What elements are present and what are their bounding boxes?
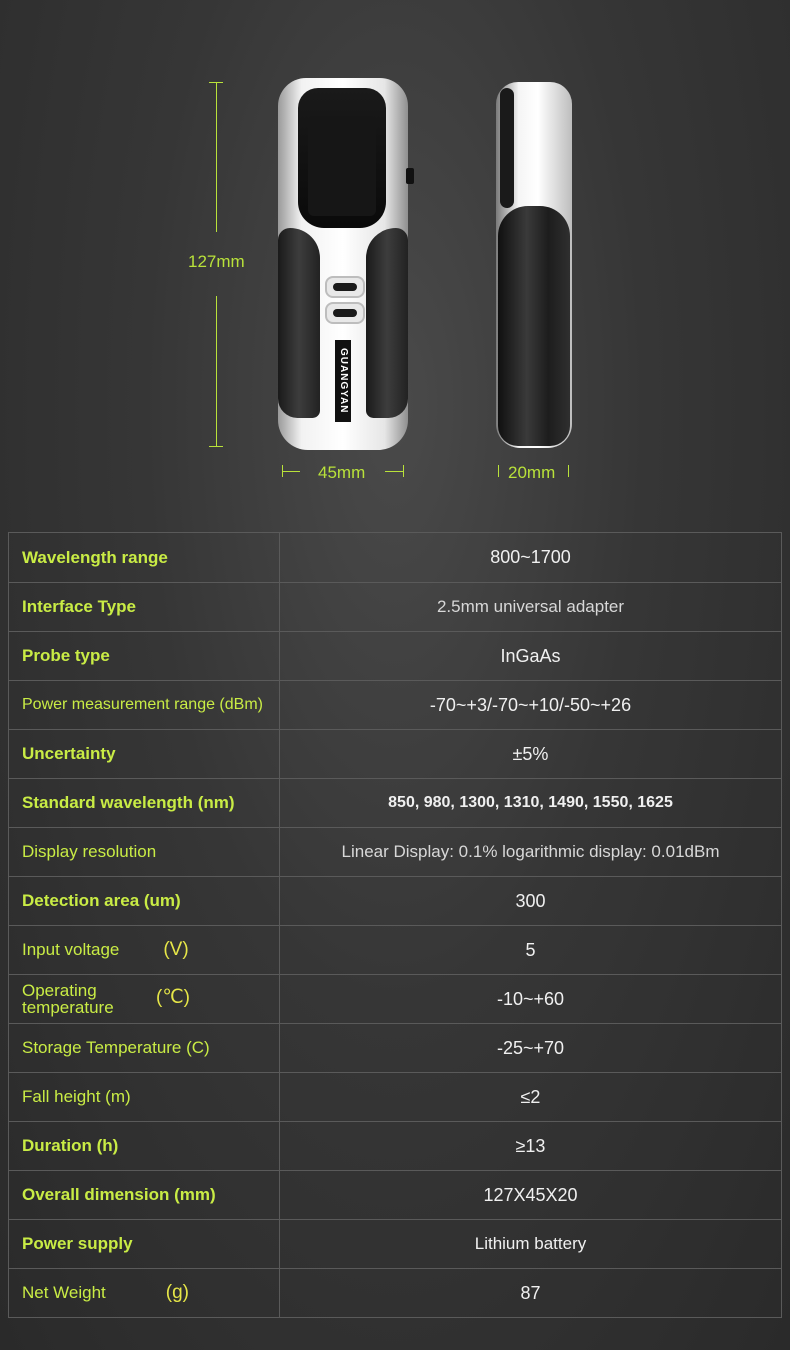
width-dim-label: 45mm xyxy=(318,463,366,482)
spec-value: 300 xyxy=(280,877,782,926)
spec-label: Operating temperature xyxy=(22,981,114,1017)
table-row xyxy=(9,828,782,877)
spec-value: 800~1700 xyxy=(280,533,782,583)
width-dim-right-tick xyxy=(403,465,404,477)
table-row xyxy=(9,1171,782,1220)
spec-value: InGaAs xyxy=(280,632,782,681)
spec-label-cell xyxy=(9,1269,280,1318)
device-side-view xyxy=(496,82,572,448)
spec-label: Standard wavelength (nm) xyxy=(9,779,280,828)
device-side-strip xyxy=(500,88,514,208)
spec-label-cell xyxy=(9,975,280,1024)
table-row xyxy=(9,1073,782,1122)
left-grip xyxy=(278,228,320,418)
spec-value: 850, 980, 1300, 1310, 1490, 1550, 1625 xyxy=(280,779,782,828)
depth-dim-label: 20mm xyxy=(508,463,556,482)
spec-label: Fall height (m) xyxy=(9,1073,280,1122)
spec-unit: (g) xyxy=(165,1282,190,1303)
table-row xyxy=(9,779,782,828)
spec-value: ±5% xyxy=(280,730,782,779)
spec-value: -25~+70 xyxy=(280,1024,782,1073)
spec-value: 5 xyxy=(280,926,782,975)
spec-label: Input voltage xyxy=(22,940,120,959)
spec-value: Linear Display: 0.1% logarithmic display: 0.01dBm xyxy=(280,828,782,877)
device-front-view xyxy=(278,78,408,450)
device-screen xyxy=(298,88,386,228)
spec-label: Storage Temperature (C) xyxy=(9,1024,280,1073)
height-dim-bottom-tick xyxy=(209,446,223,447)
spec-label: Interface Type xyxy=(9,583,280,632)
spec-label: Duration (h) xyxy=(9,1122,280,1171)
side-connector xyxy=(406,168,414,184)
spec-label: Power supply xyxy=(9,1220,280,1269)
spec-label: Net Weight xyxy=(22,1283,106,1302)
spec-label: Display resolution xyxy=(9,828,280,877)
device-button-top xyxy=(325,276,365,298)
spec-value: -10~+60 xyxy=(280,975,782,1024)
table-row xyxy=(9,975,782,1024)
spec-label: Power measurement range (dBm) xyxy=(9,681,280,730)
spec-label: Uncertainty xyxy=(9,730,280,779)
table-row xyxy=(9,730,782,779)
spec-value: ≤2 xyxy=(280,1073,782,1122)
table-row xyxy=(9,681,782,730)
device-button-bottom xyxy=(325,302,365,324)
height-dim-line-top xyxy=(216,82,217,232)
table-row xyxy=(9,632,782,681)
table-row xyxy=(9,1122,782,1171)
table-row xyxy=(9,1024,782,1073)
spec-label: Detection area (um) xyxy=(9,877,280,926)
table-row xyxy=(9,1220,782,1269)
width-dim-line-right xyxy=(385,471,403,472)
spec-unit: (V) xyxy=(163,939,189,960)
height-dim-label: 127mm xyxy=(188,252,245,271)
table-row xyxy=(9,926,782,975)
spec-value: 127X45X20 xyxy=(280,1171,782,1220)
width-dim-line-left xyxy=(282,471,300,472)
spec-unit: (℃) xyxy=(156,987,190,1009)
spec-value: Lithium battery xyxy=(280,1220,782,1269)
table-row xyxy=(9,1269,782,1318)
spec-label-cell xyxy=(9,926,280,975)
right-grip xyxy=(366,228,408,418)
depth-dim-left-tick xyxy=(498,465,499,477)
spec-value: 2.5mm universal adapter xyxy=(280,583,782,632)
device-side-grip xyxy=(498,206,570,446)
device-brand-label: GUANGYAN xyxy=(335,340,351,422)
spec-table xyxy=(8,532,782,1318)
spec-label: Overall dimension (mm) xyxy=(9,1171,280,1220)
spec-label: Probe type xyxy=(9,632,280,681)
spec-label: Wavelength range xyxy=(9,533,280,583)
depth-dim-right-tick xyxy=(568,465,569,477)
spec-value: 87 xyxy=(280,1269,782,1318)
height-dim-line-bottom xyxy=(216,296,217,446)
spec-value: ≥13 xyxy=(280,1122,782,1171)
device-display xyxy=(308,116,376,216)
table-row xyxy=(9,533,782,583)
table-row xyxy=(9,583,782,632)
spec-value: -70~+3/-70~+10/-50~+26 xyxy=(280,681,782,730)
table-row xyxy=(9,877,782,926)
